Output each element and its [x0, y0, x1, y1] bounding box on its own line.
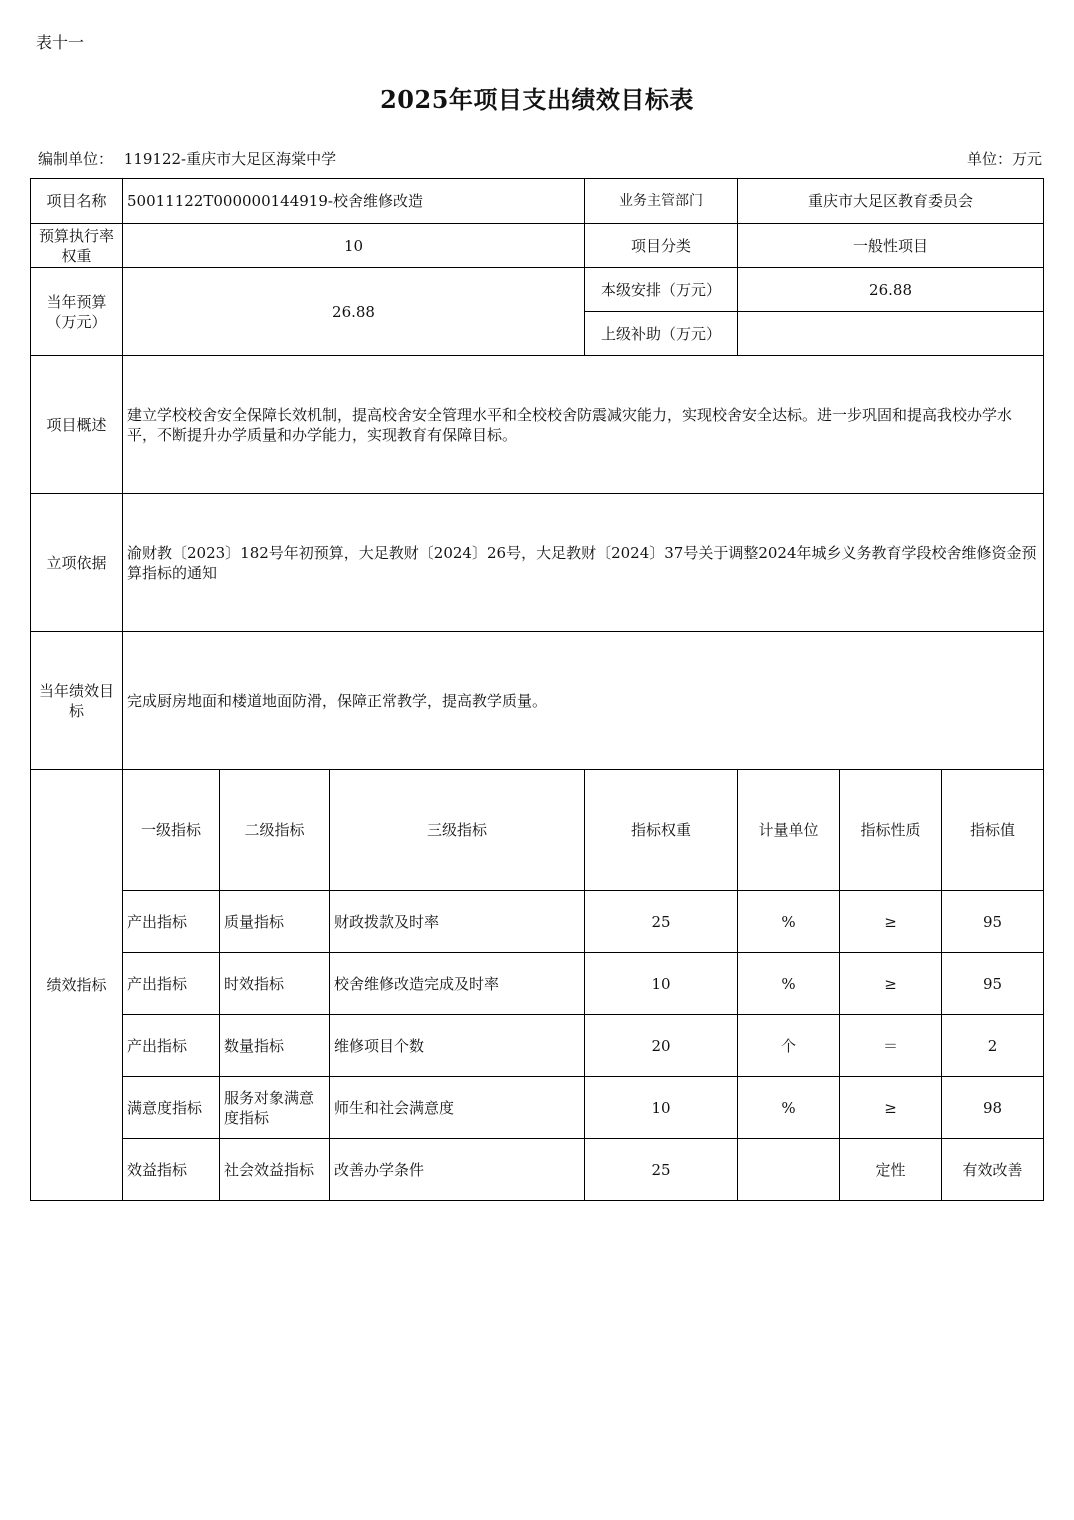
- header-unit: 计量单位: [738, 770, 840, 891]
- weight-label: 预算执行率权重: [31, 224, 123, 268]
- header-level1: 一级指标: [123, 770, 220, 891]
- nature-cell: ＝: [840, 1015, 942, 1077]
- weight-cell: 25: [585, 891, 738, 953]
- level2-cell: 社会效益指标: [220, 1139, 330, 1201]
- level2-cell: 数量指标: [220, 1015, 330, 1077]
- upper-label: 上级补助（万元）: [585, 312, 738, 356]
- table-row: [31, 1015, 1044, 1077]
- local-label: 本级安排（万元）: [585, 268, 738, 312]
- level3-cell: 改善办学条件: [330, 1139, 585, 1201]
- dept-label: 业务主管部门: [585, 179, 738, 224]
- level3-cell: 财政拨款及时率: [330, 891, 585, 953]
- value-cell: 95: [942, 891, 1044, 953]
- unit-cell: 个: [738, 1015, 840, 1077]
- unit-cell: %: [738, 1077, 840, 1139]
- weight-cell: 10: [585, 953, 738, 1015]
- table-row: [31, 953, 1044, 1015]
- nature-cell: ≥: [840, 891, 942, 953]
- level3-cell: 师生和社会满意度: [330, 1077, 585, 1139]
- project-name-value: 50011122T000000144919-校舍维修改造: [123, 179, 585, 224]
- table-row: [31, 1139, 1044, 1201]
- header-level2: 二级指标: [220, 770, 330, 891]
- level1-cell: 产出指标: [123, 891, 220, 953]
- weight-cell: 20: [585, 1015, 738, 1077]
- table-number-label: 表十一: [36, 33, 85, 52]
- budget-value: 26.88: [123, 268, 585, 356]
- project-name-label: 项目名称: [31, 179, 123, 224]
- value-cell: 98: [942, 1077, 1044, 1139]
- basis-value: 渝财教〔2023〕182号年初预算，大足教财〔2024〕26号，大足教财〔2024〕37号关于调整2024年城乡义务教育学段校舍维修资金预算指标的通知: [123, 494, 1044, 632]
- level2-cell: 服务对象满意度指标: [220, 1077, 330, 1139]
- level2-cell: 质量指标: [220, 891, 330, 953]
- meta-row: [38, 148, 1042, 169]
- performance-target-table: [30, 178, 1044, 1201]
- level1-cell: 满意度指标: [123, 1077, 220, 1139]
- basis-label: 立项依据: [31, 494, 123, 632]
- level1-cell: 产出指标: [123, 1015, 220, 1077]
- header-nature: 指标性质: [840, 770, 942, 891]
- org-value: 119122-重庆市大足区海棠中学: [123, 150, 337, 168]
- category-label: 项目分类: [585, 224, 738, 268]
- budget-label: 当年预算（万元）: [31, 268, 123, 356]
- unit-cell: [738, 1139, 840, 1201]
- nature-cell: ≥: [840, 953, 942, 1015]
- value-cell: 2: [942, 1015, 1044, 1077]
- table-row: [31, 891, 1044, 953]
- header-weight: 指标权重: [585, 770, 738, 891]
- table-row: [31, 1077, 1044, 1139]
- nature-cell: 定性: [840, 1139, 942, 1201]
- level3-cell: 校舍维修改造完成及时率: [330, 953, 585, 1015]
- goal-value: 完成厨房地面和楼道地面防滑，保障正常教学，提高教学质量。: [123, 632, 1044, 770]
- overview-value: 建立学校校舍安全保障长效机制，提高校舍安全管理水平和全校校舍防震减灾能力，实现校舍安全达标。进一步巩固和提高我校办学水平，不断提升办学质量和办学能力，实现教育有保障目标。: [123, 356, 1044, 494]
- overview-label: 项目概述: [31, 356, 123, 494]
- level1-cell: 产出指标: [123, 953, 220, 1015]
- unit-cell: %: [738, 891, 840, 953]
- unit-label: 单位：万元: [966, 150, 1042, 168]
- level2-cell: 时效指标: [220, 953, 330, 1015]
- goal-label: 当年绩效目标: [31, 632, 123, 770]
- weight-cell: 10: [585, 1077, 738, 1139]
- level3-cell: 维修项目个数: [330, 1015, 585, 1077]
- category-value: 一般性项目: [738, 224, 1044, 268]
- page-title: 2025年项目支出绩效目标表: [380, 85, 694, 114]
- weight-value: 10: [123, 224, 585, 268]
- value-cell: 有效改善: [942, 1139, 1044, 1201]
- local-value: 26.88: [738, 268, 1044, 312]
- org-label: 编制单位：: [38, 150, 114, 168]
- dept-value: 重庆市大足区教育委员会: [738, 179, 1044, 224]
- header-value: 指标值: [942, 770, 1044, 891]
- nature-cell: ≥: [840, 1077, 942, 1139]
- upper-value: [738, 312, 1044, 356]
- header-level3: 三级指标: [330, 770, 585, 891]
- value-cell: 95: [942, 953, 1044, 1015]
- level1-cell: 效益指标: [123, 1139, 220, 1201]
- indicators-section-label: 绩效指标: [31, 770, 123, 1201]
- weight-cell: 25: [585, 1139, 738, 1201]
- unit-cell: %: [738, 953, 840, 1015]
